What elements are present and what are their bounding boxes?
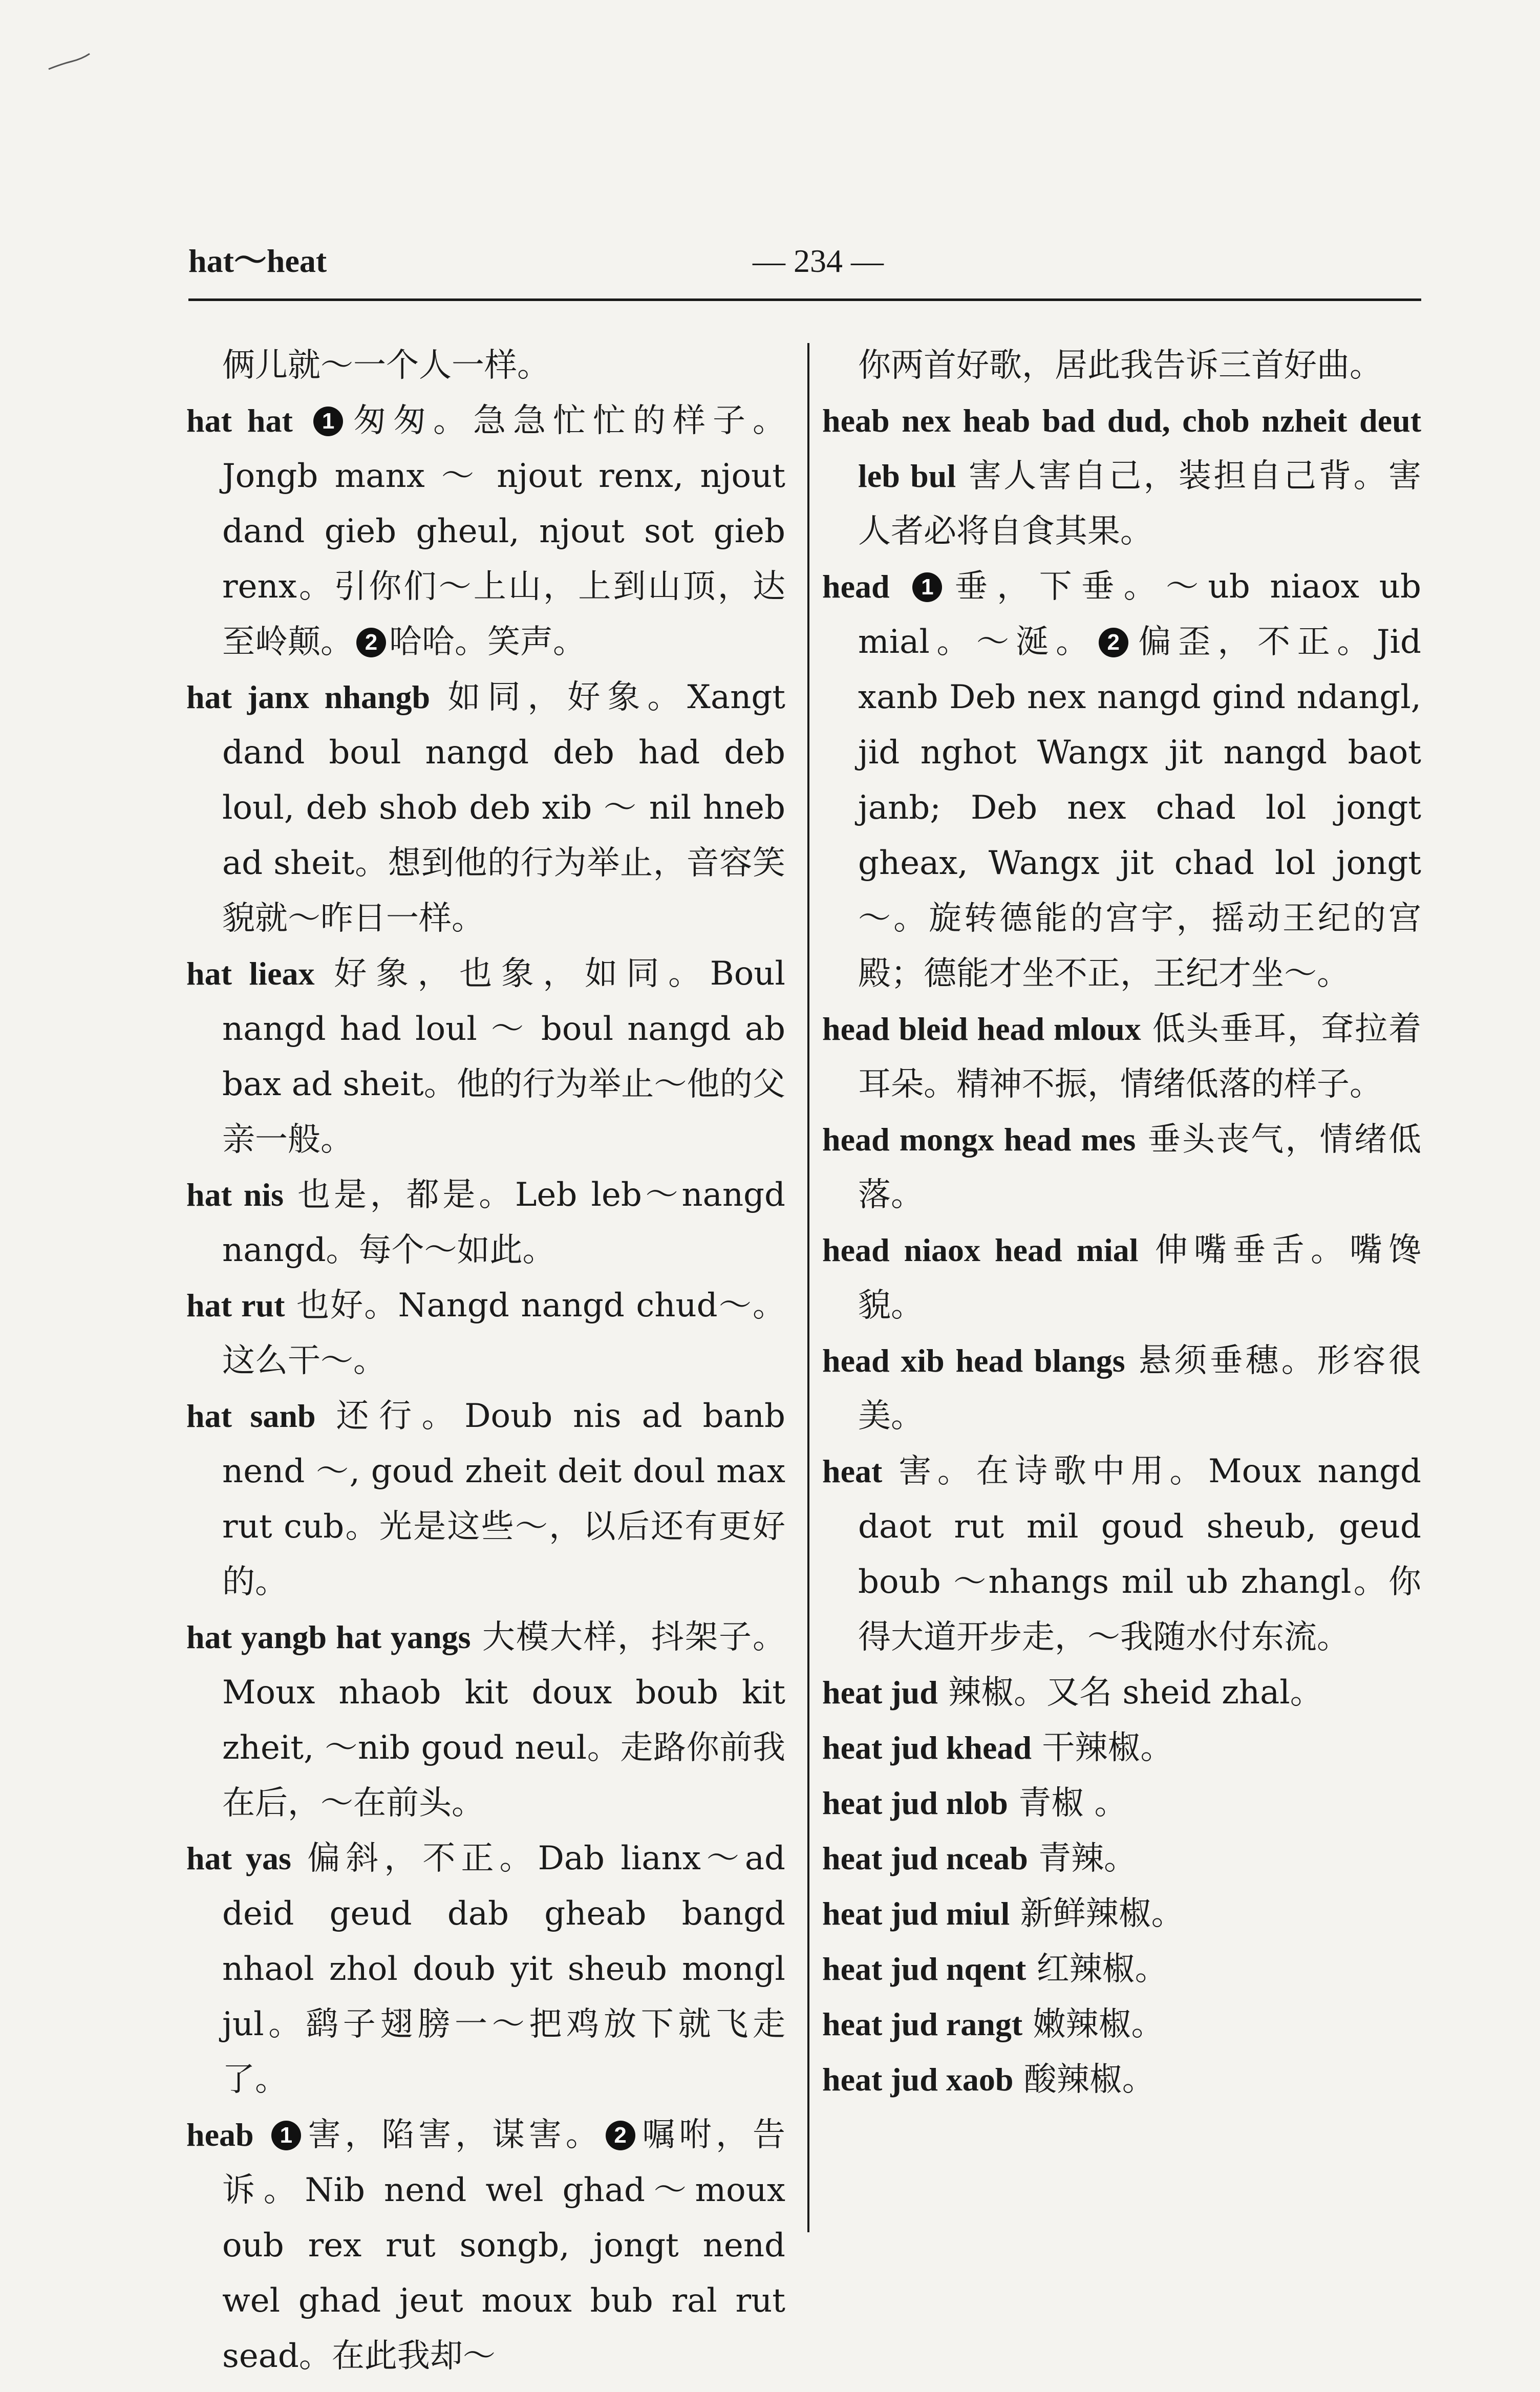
headword: heat jud rangt — [822, 2006, 1023, 2042]
definition: 偏歪，不正。Jid xanb Deb nex nangd gind ndangl, jid nghot Wangx jit nangd baot janb; Deb nex chad lol jongt gheax, Wangx jit chad lol jongt～。旋转德能的宫宇，摇动王纪的宫殿；德能才坐不正，王纪才坐～。 — [858, 623, 1421, 993]
entry-heab — [186, 2107, 785, 2384]
definition: 青椒 。 — [1018, 1784, 1127, 1822]
headword: heat jud — [822, 1674, 938, 1711]
definition: 好象，也象，如同。Boul nangd had loul ～ boul nangd ab bax ad sheit。他的行为举止～他的父亲一般。 — [222, 955, 785, 1159]
headword: heat jud xaob — [822, 2061, 1014, 2098]
definition: 悬须垂穗。形容很美。 — [858, 1342, 1422, 1435]
running-head: hat～heat — [188, 243, 327, 279]
entry-heat — [822, 1444, 1421, 1665]
definition: 新鲜辣椒。 — [1020, 1895, 1184, 1933]
entry-hat-janx-nhangb — [186, 670, 785, 946]
entry-head — [822, 559, 1421, 1001]
continuation-text: 你两首好歌，居此我告诉三首好曲。 — [858, 347, 1382, 385]
headword: heab nex heab bad dud, chob nzheit deut leb bul — [822, 402, 1421, 494]
right-column — [822, 338, 1421, 2107]
headword: heat — [822, 1453, 883, 1489]
headword: hat sanb — [186, 1398, 316, 1434]
entry-heab-nex — [822, 393, 1421, 559]
headword: heab — [186, 2117, 254, 2153]
headword: head xib head blangs — [822, 1342, 1125, 1379]
definition: 青辣。 — [1038, 1840, 1137, 1877]
entry-hat-sanb — [186, 1389, 785, 1610]
headword: hat lieax — [186, 955, 315, 992]
definition: 害人害自己，装担自己背。害人者必将自食其果。 — [858, 457, 1422, 550]
entry-hat-nis — [186, 1167, 785, 1278]
entry-hat-yangb-hat-yangs — [186, 1610, 785, 1831]
entry-heat-jud-nlob — [822, 1776, 1421, 1831]
definition: 干辣椒。 — [1042, 1729, 1173, 1767]
entry-hat-hat — [186, 393, 785, 670]
headword: hat yangb hat yangs — [186, 1619, 471, 1655]
headword: heat jud miul — [822, 1895, 1010, 1932]
continuation-text: 俩儿就～一个人一样。 — [222, 347, 550, 385]
entry-hat-lieax — [186, 946, 785, 1167]
headword: hat rut — [186, 1287, 285, 1323]
headword: hat hat — [186, 402, 293, 439]
headword: heat jud nlob — [822, 1785, 1008, 1821]
definition: 大模大样，抖架子。Moux nhaob kit doux boub kit zheit, ～nib goud neul。走路你前我在后，～在前头。 — [222, 1618, 786, 1822]
entry-heat-jud-rangt — [822, 1997, 1421, 2052]
sense-number-icon: 1 — [271, 2121, 301, 2150]
definition: 垂，下垂。～ub niaox ub mial。～涎。 — [858, 568, 1421, 661]
headword: head — [822, 568, 890, 605]
definition: 害，陷害，谋害。 — [304, 2116, 603, 2154]
definition: 偏斜，不正。Dab lianx～ad deid geud dab gheab bangd nhaol zhol doub yit sheub mongl jul。鹞子翅膀一～把鸡放下就飞走了。 — [222, 1840, 786, 2099]
headword: heat jud khead — [822, 1729, 1032, 1766]
entry-heat-jud-nqent — [822, 1941, 1421, 1997]
headword: head niaox head mial — [822, 1232, 1139, 1268]
definition: 酸辣椒。 — [1023, 2061, 1155, 2099]
entry-hat-yas — [186, 1831, 785, 2107]
sense-number-icon: 2 — [606, 2121, 635, 2150]
definition: 也是，都是。Leb leb～nangd nangd。每个～如此。 — [222, 1176, 785, 1269]
sense-number-icon: 2 — [1099, 628, 1128, 657]
definition: 垂头丧气，情绪低落。 — [858, 1121, 1422, 1214]
headword: hat nis — [186, 1177, 284, 1213]
headword: head bleid head mloux — [822, 1011, 1141, 1047]
left-column — [186, 338, 785, 2384]
definition: 害。在诗歌中用。Moux nangd daot rut mil goud sheub, geud boub ～nhangs mil ub zhangl。你得大道开步走，～我随水付东流。 — [858, 1453, 1421, 1656]
headword: head mongx head mes — [822, 1121, 1136, 1158]
page-header — [188, 241, 1421, 282]
definition: 嘱咐，告诉。Nib nend wel ghad～moux oub rex rut songb, jongt nend wel ghad jeut moux bub ral rut sead。在此我却～ — [222, 2116, 786, 2375]
pen-mark — [46, 51, 92, 72]
definition: 哈哈。笑声。 — [389, 623, 586, 661]
entry-hat-rut — [186, 1278, 785, 1389]
header-rule — [188, 298, 1421, 301]
page-number: — 234 — — [753, 243, 884, 279]
definition: 伸嘴垂舌。嘴馋貌。 — [858, 1231, 1422, 1325]
definition: 也好。Nangd nangd chud～。这么干～。 — [222, 1287, 786, 1380]
headword: heat jud nceab — [822, 1840, 1028, 1876]
entry-head-bleid — [822, 1001, 1421, 1112]
column-divider — [807, 343, 809, 2232]
sense-number-icon: 1 — [313, 407, 343, 436]
entry-heat-jud-nceab — [822, 1831, 1421, 1886]
sense-number-icon: 1 — [912, 572, 942, 602]
entry-heat-jud-khead — [822, 1720, 1421, 1776]
headword: heat jud nqent — [822, 1951, 1026, 1987]
definition: 还行。Doub nis ad banb nend ～, goud zheit deit doul max rut cub。光是这些～，以后还有更好的。 — [222, 1397, 785, 1601]
definition: 低头垂耳，耷拉着耳朵。精神不振，情绪低落的样子。 — [858, 1010, 1421, 1103]
entry-heat-jud-xaob — [822, 2052, 1421, 2107]
definition: 匆匆。急急忙忙的样子。Jongb manx ～ njout renx, njout dand gieb gheul, njout sot gieb renx。引你们～上山，上到山顶，达至岭颠。 — [222, 402, 786, 661]
entry-heat-jud — [822, 1665, 1421, 1720]
entry-head-xib — [822, 1333, 1421, 1444]
definition: 嫩辣椒。 — [1033, 2005, 1164, 2043]
entry-heat-jud-miul — [822, 1886, 1421, 1941]
definition: 辣椒。又名 sheid zhal。 — [948, 1674, 1323, 1712]
headword: hat janx nhangb — [186, 679, 431, 715]
definition: 红辣椒。 — [1036, 1950, 1168, 1988]
definition: 如同，好象。Xangt dand boul nangd deb had deb loul, deb shob deb xib ～ nil hneb ad sheit。想到他的行为举止，音容笑貌就～昨日一样。 — [222, 678, 786, 937]
headword: hat yas — [186, 1840, 291, 1876]
sense-number-icon: 2 — [356, 628, 386, 657]
entry-head-mongx — [822, 1112, 1421, 1223]
entry-head-niaox — [822, 1223, 1421, 1333]
